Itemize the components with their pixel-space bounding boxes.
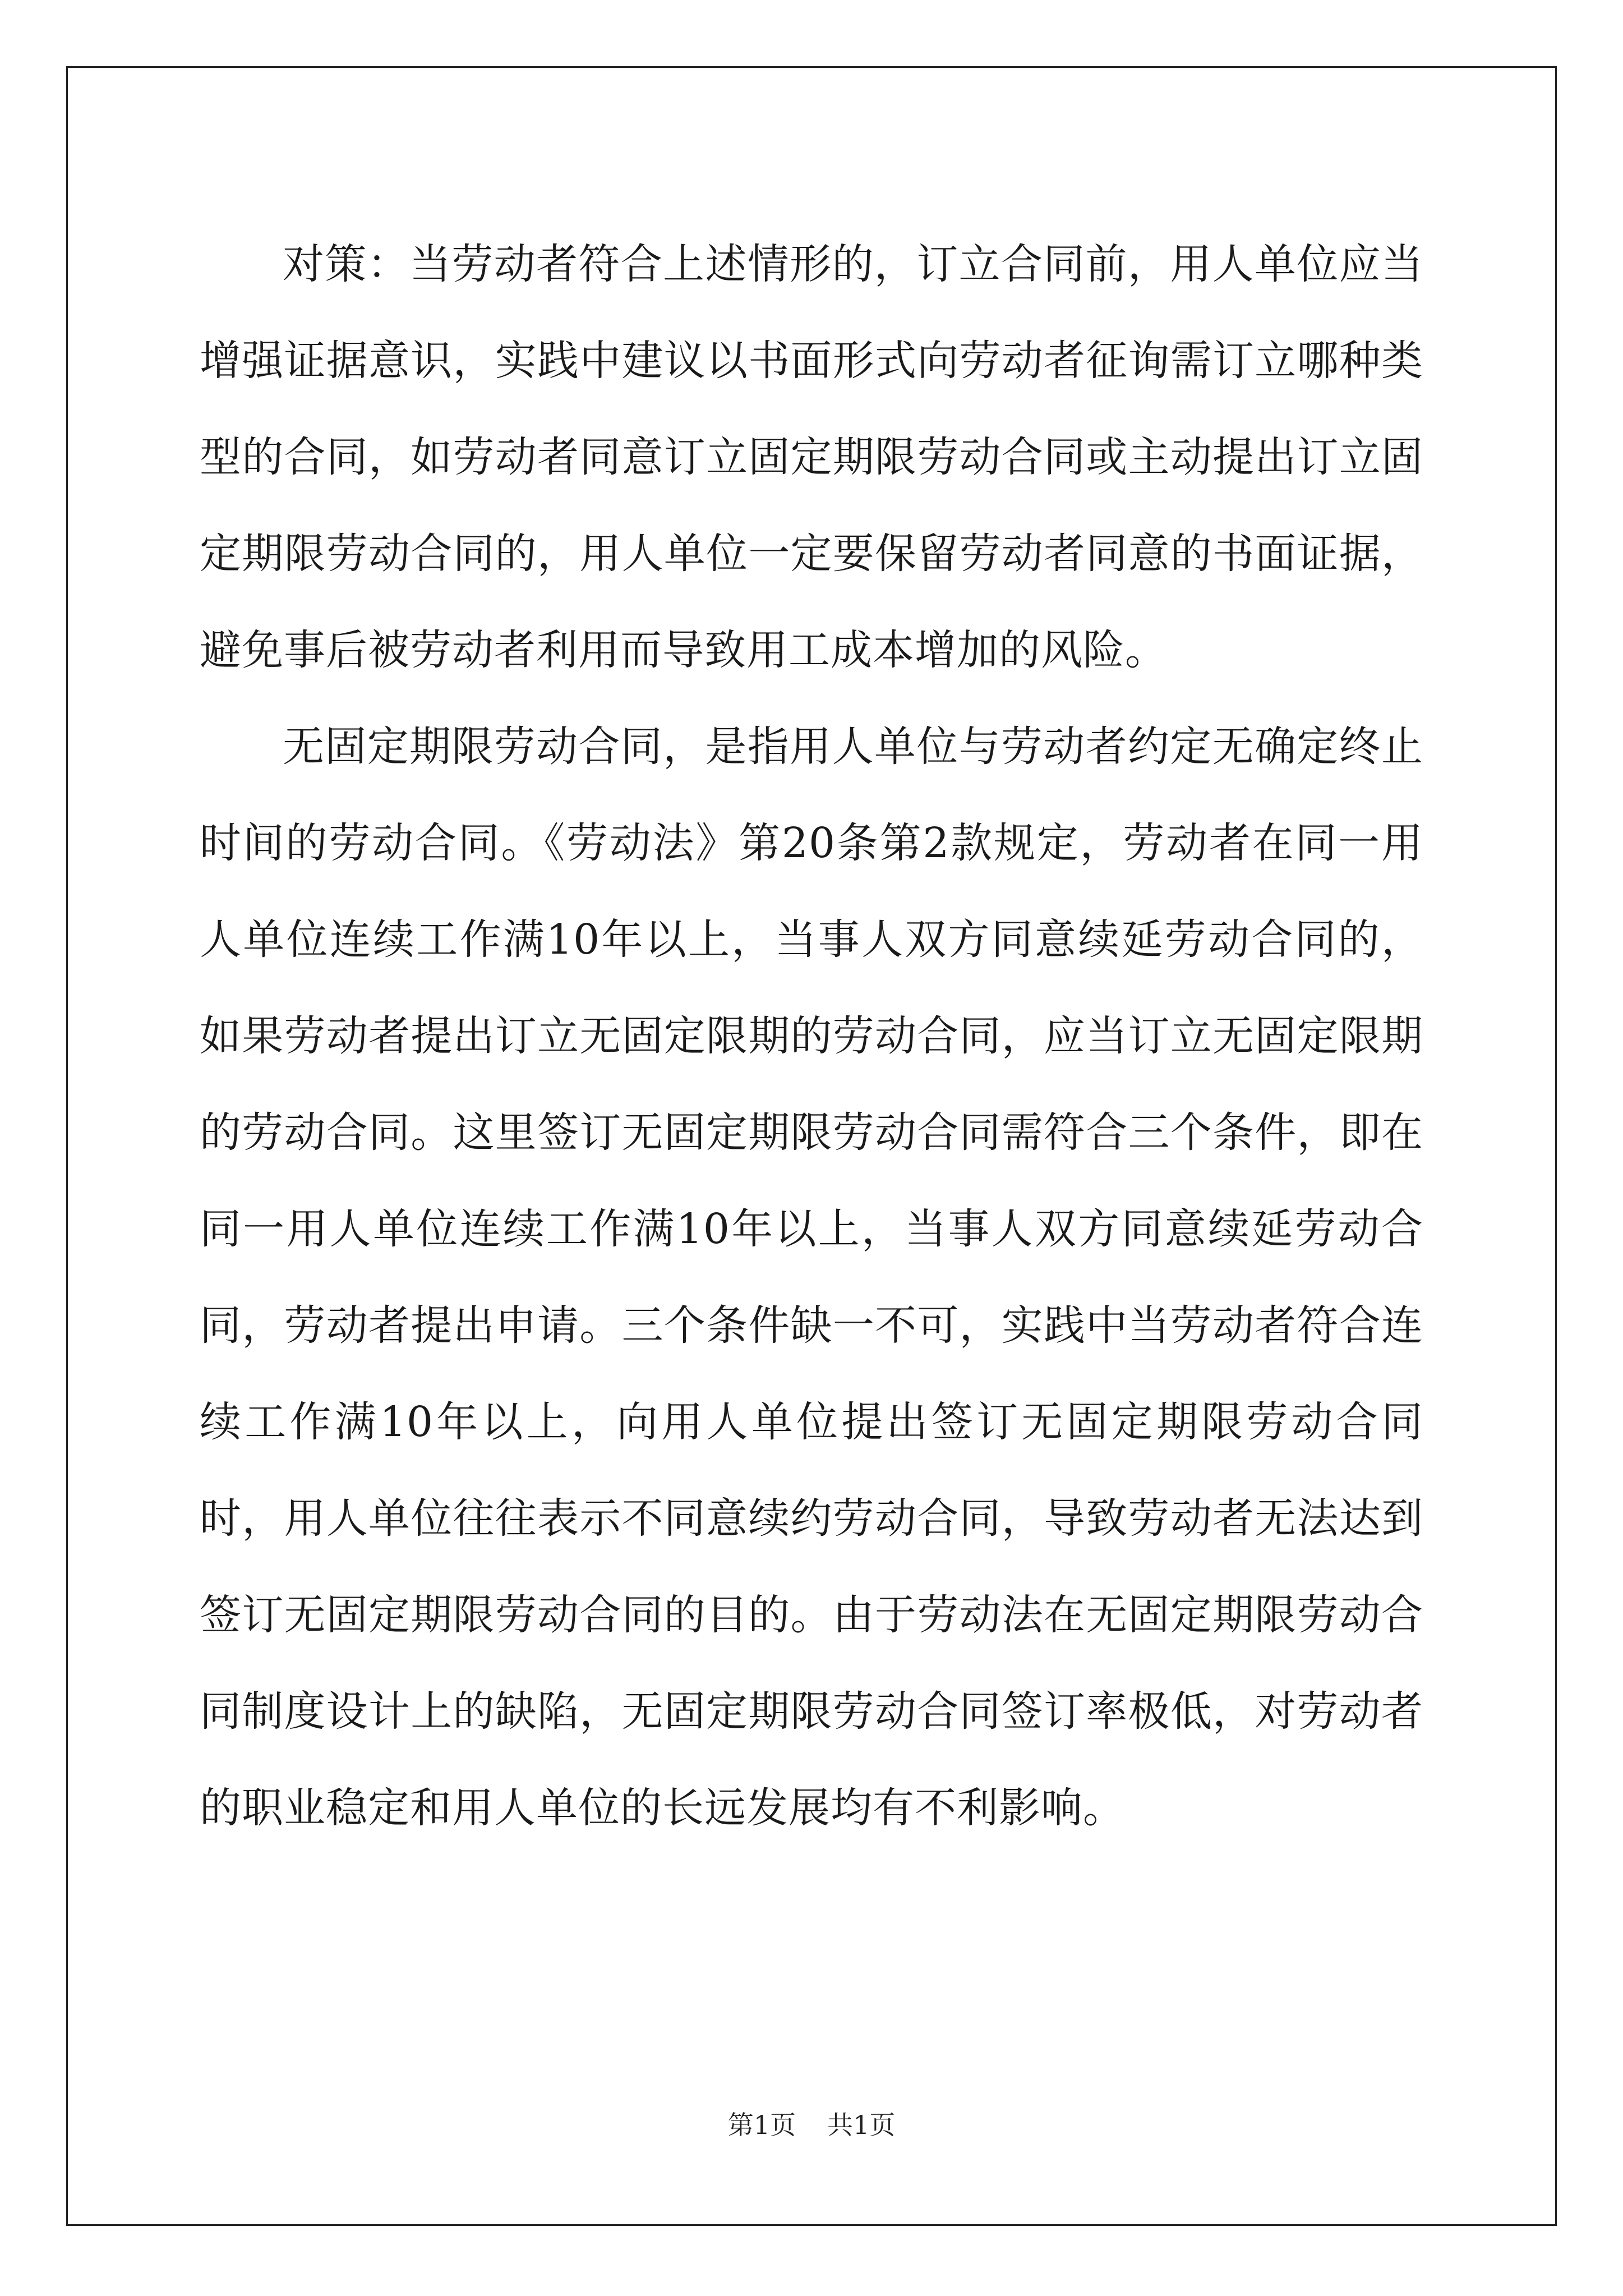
document-body <box>200 216 1423 1856</box>
paragraph-countermeasure: 对策：当劳动者符合上述情形的，订立合同前，用人单位应当增强证据意识，实践中建议以书面形式向劳动者征询需订立哪种类型的合同，如劳动者同意订立固定期限劳动合同或主动提出订立固定期限劳动合同的，用人单位一定要保留劳动者同意的书面证据，避免事后被劳动者利用而导致用工成本增加的风险。 <box>200 240 1423 674</box>
page-number-current: 第1页 <box>727 2110 796 2140</box>
page-footer <box>0 2105 1623 2142</box>
paragraph-indefinite-contract: 无固定期限劳动合同，是指用人单位与劳动者约定无确定终止时间的劳动合同。《劳动法》第20条第2款规定，劳动者在同一用人单位连续工作满10年以上，当事人双方同意续延劳动合同的，如果劳动者提出订立无固定限期的劳动合同，应当订立无固定限期的劳动合同。这里签订无固定期限劳动合同需符合三个条件，即在同一用人单位连续工作满10年以上，当事人双方同意续延劳动合同，劳动者提出申请。三个条件缺一不可，实践中当劳动者符合连续工作满10年以上，向用人单位提出签订无固定期限劳动合同时，用人单位往往表示不同意续约劳动合同，导致劳动者无法达到签订无固定期限劳动合同的目的。由于劳动法在无固定期限劳动合同制度设计上的缺陷，无固定期限劳动合同签订率极低，对劳动者的职业稳定和用人单位的长远发展均有不利影响。 <box>200 723 1423 1832</box>
page-number-total: 共1页 <box>827 2110 896 2140</box>
